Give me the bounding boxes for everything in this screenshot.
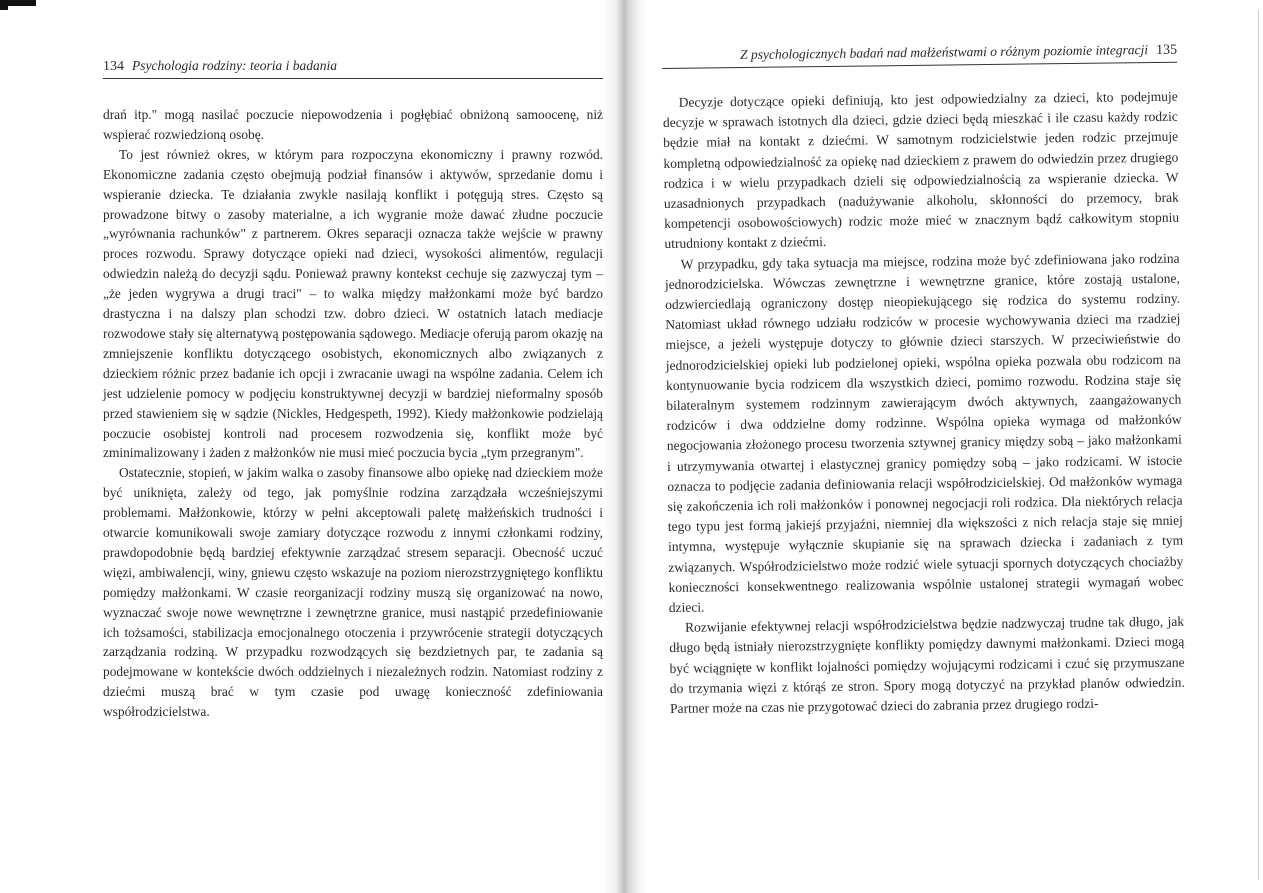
right-page-number: 135 xyxy=(1155,42,1178,58)
right-running-head xyxy=(662,42,1177,69)
left-body-text xyxy=(103,105,603,722)
page-edge xyxy=(1258,10,1259,880)
paragraph: To jest również okres, w którym para rozpoczyna ekonomiczny i prawny rozwód. Ekonomiczne zadania często obejmują podział finansów i aktywów, sprzedanie domu i wspieranie dziecka. Te działania zwykle nasilają konflikt i potęgują stres. Często są prowadzone bitwy o zasoby materialne, a ich wygranie może dawać złudne poczucie „wyrównania rachunków" z partnerem. Okres separacji oznacza także wejście w prawny proces rozwodu. Sprawy dotyczące opieki nad dzieci, wysokości alimentów, regulacji odwiedzin należą do decyzji sądu. Ponieważ prawny kontekst cechuje się zazwyczaj tym – „że jeden wygrywa a drugi traci" – to walka między małżonkami może być bardzo drastyczna i na dalszy plan schodzi tzw. dobro dzieci. W ostatnich latach mediacje rozwodowe stały się alternatywą postępowania sądowego. Mediacje oferują parom okazję na zmniejszenie konfliktu dotyczącego osobistych, ekonomicznych albo związanych z dzieckiem różnic przez badanie ich opcji i zwracanie uwagi na wspólne zadania. Celem ich jest udzielenie pomocy w podjęciu konstruktywnej decyzji w bardziej nieformalny sposób przed stawieniem się w sądzie (Nickles, Hedgespeth, 1992). Kiedy małżonkowie podzielają poczucie osobistej kontroli nad procesem rozwodzenia się, konflikt może być zminimalizowany i żaden z małżonków nie musi mieć poczucia bycia „tym przegranym". xyxy=(103,146,603,461)
paragraph: W przypadku, gdy taka sytuacja ma miejsce, rodzina może być zdefiniowana jako rodzina jednorodzicielska. Wówczas zewnętrzne i wewnętrzne granice, które zostają ustalone, odzwierciedlają ograniczony dostęp nieopiekującego się rodzica do systemu rodziny. Natomiast układ równego udziału rodziców w procesie wychowywania dzieci ma rzadziej miejsce, a jeżeli występuje dotyczy to głównie dzieci starszych. W przeciwieństwie do jednorodzicielskiej opieki lub podzielonej opieki, wspólna opieka pozwala obu rodzicom na kontynuowanie bycia rodzicem dla wszystkich dzieci, pomimo rozwodu. Rodzina staje się bilateralnym systemem rodzinnym zawierającym dwóch aktywnych, zaangażowanych rodziców i dwa oddzielne domy rodzinne. Wspólna opieka wymaga od małżonków negocjowania złożonego procesu tworzenia sztywnej granicy między sobą – jako małżonkami i utrzymywania otwartej i elastycznej granicy pomiędzy sobą – jako rodzicami. W istocie oznacza to podjęcie zadania definiowania relacji współrodzicielskiej. Od małżonków wymaga się zakończenia ich roli małżonków i ponownej negocjacji roli rodzica. Dla niektórych relacja tego typu jest formą jakiejś przyjaźni, niemniej dla większości z nich relacja staje się mniej intymna, występuje wyłącznie skupianie się na sprawach dziecka i zadaniach z tym związanych. Współrodzicielstwo może rodzić wiele sytuacji spornych dotyczących chociażby konieczności konsekwentnego realizowania wspólnie ustalonej strategii wymagań wobec dzieci. xyxy=(664,250,1184,616)
paragraph: Decyzje dotyczące opieki definiują, kto jest odpowiedzialny za dzieci, kto podejmuje decyzje w sprawach istotnych dla dzieci, gdzie dzieci będą mieszkać i ile czasu każdy rodzic będzie miał na kontakt z dziećmi. W samotnym rodzicielstwie jeden rodzic przejmuje kompletną odpowiedzialność za opiekę nad dzieckiem z prawem do odwiedzin przez drugiego rodzica i w wielu przypadkach dzieli się odpowiedzialnością za wspieranie dziecka. W uzasadnionych przypadkach (nadużywanie alkoholu, skłonności do przemocy, brak kompetencji osobowościowych) rodzic może mieć w znacznym bądź całkowitym stopniu utrudniony kontakt z dziećmi. xyxy=(662,88,1180,252)
left-page-number: 134 xyxy=(103,59,124,74)
left-running-head xyxy=(103,58,603,79)
paragraph: Ostatecznie, stopień, w jakim walka o zasoby finansowe albo opiekę nad dzieckiem może być uniknięta, zależy od tego, jak pomyślnie rodzina zarządzała wcześniejszymi problemami. Małżonkowie, którzy w pełni akceptowali paletę małżeńskich trudności i otwarcie komunikowali swoje zamiary dotyczące rozwodu z innymi członkami rodziny, prawdopodobnie będą bardziej efektywnie zarządzać stresem separacji. Obecność uczuć więzi, ambiwalencji, winy, gniewu często wskazuje na poziom nierozstrzygniętego konfliktu pomiędzy małżonkami. W czasie reorganizacji rodziny muszą się organizować na nowo, wyznaczać swoje nowe wewnętrzne i zewnętrzne granice, musi nastąpić przedefiniowanie ich tożsamości, stabilizacja emocjonalnego otoczenia i przywrócenie strategii dotyczących zarządzania rodziną. W przypadku rozwodzących się bezdzietnych par, te zadania są podejmowane w kontekście dwóch oddzielnych i niezależnych rodzin. Natomiast rodziny z dziećmi muszą brać w tym czasie pod uwagę konieczność zdefiniowania współrodzicielstwa. xyxy=(103,465,603,720)
paragraph: Rozwijanie efektywnej relacji współrodzicielstwa będzie nadzwyczaj trudne tak długo, jak długo będą istniały nierozstrzygnięte konflikty pomiędzy dawnymi małżonkami. Dzieci mogą być wciągnięte w konflikt lojalności pomiędzy wojującymi rodzicami i czuć się przymuszane do trzymania więzi z którąś ze stron. Spory mogą dotyczyć na przykład planów odwiedzin. Partner może na czas nie przygotować dzieci do zabrania przez drugiego rodzi- xyxy=(669,613,1185,717)
right-running-title: Z psychologicznych badań nad małżeństwami o różnym poziomie integracji xyxy=(740,42,1149,63)
paragraph: drań itp." mogą nasilać poczucie niepowodzenia i pogłębiać obniżoną samoocenę, niż wspierać rozwiedzioną osobę. xyxy=(103,107,603,142)
right-page xyxy=(662,42,1185,720)
left-running-title: Psychologia rodziny: teoria i badania xyxy=(132,58,337,73)
left-page xyxy=(103,58,603,722)
right-body-text xyxy=(663,87,1186,720)
book-gutter xyxy=(603,0,647,893)
scan-corner-mark-tail xyxy=(0,6,8,10)
